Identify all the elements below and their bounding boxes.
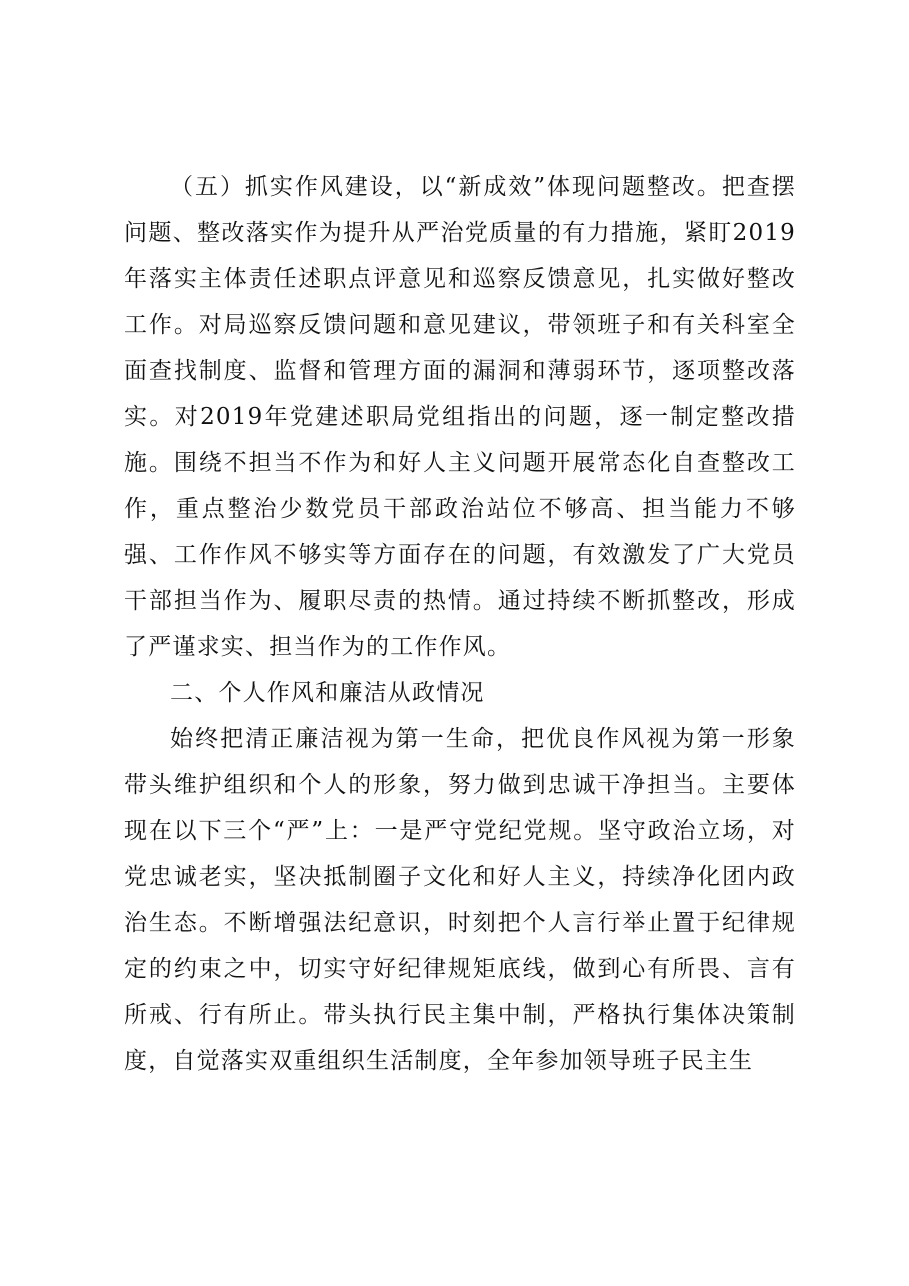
paragraph-work-style: （五）抓实作风建设，以“新成效”体现问题整改。把查摆问题、整改落实作为提升从严治党质量的有力措施，紧盯2019年落实主体责任述职点评意见和巡察反馈意见，扎实做好整改工作。对局巡察反馈问题和意见建议，带领班子和有关科室全面查找制度、监督和管理方面的漏洞和薄弱环节，逐项整改落实。对2019年党建述职局党组指出的问题，逐一制定整改措施。围绕不担当不作为和好人主义问题开展常态化自查整改工作，重点整治少数党员干部政治站位不够高、担当能力不够强、工作作风不够实等方面存在的问题，有效激发了广大党员干部担当作为、履职尽责的热情。通过持续不断抓整改，形成了严谨求实、担当作为的工作作风。 bbox=[124, 174, 796, 660]
section-heading-integrity: 二、个人作风和廉洁从政情况 bbox=[170, 680, 485, 706]
document-body bbox=[124, 164, 796, 1084]
paragraph-integrity: 始终把清正廉洁视为第一生命，把优良作风视为第一形象带头维护组织和个人的形象，努力做到忠诚干净担当。主要体现在以下三个“严”上：一是严守党纪党规。坚守政治立场，对党忠诚老实，坚决抵制圈子文化和好人主义，持续净化团内政治生态。不断增强法纪意识，时刻把个人言行举止置于纪律规定的约束之中，切实守好纪律规矩底线，做到心有所畏、言有所戒、行有所止。带头执行民主集中制，严格执行集体决策制度，自觉落实双重组织生活制度，全年参加领导班子民主生 bbox=[124, 726, 796, 1074]
